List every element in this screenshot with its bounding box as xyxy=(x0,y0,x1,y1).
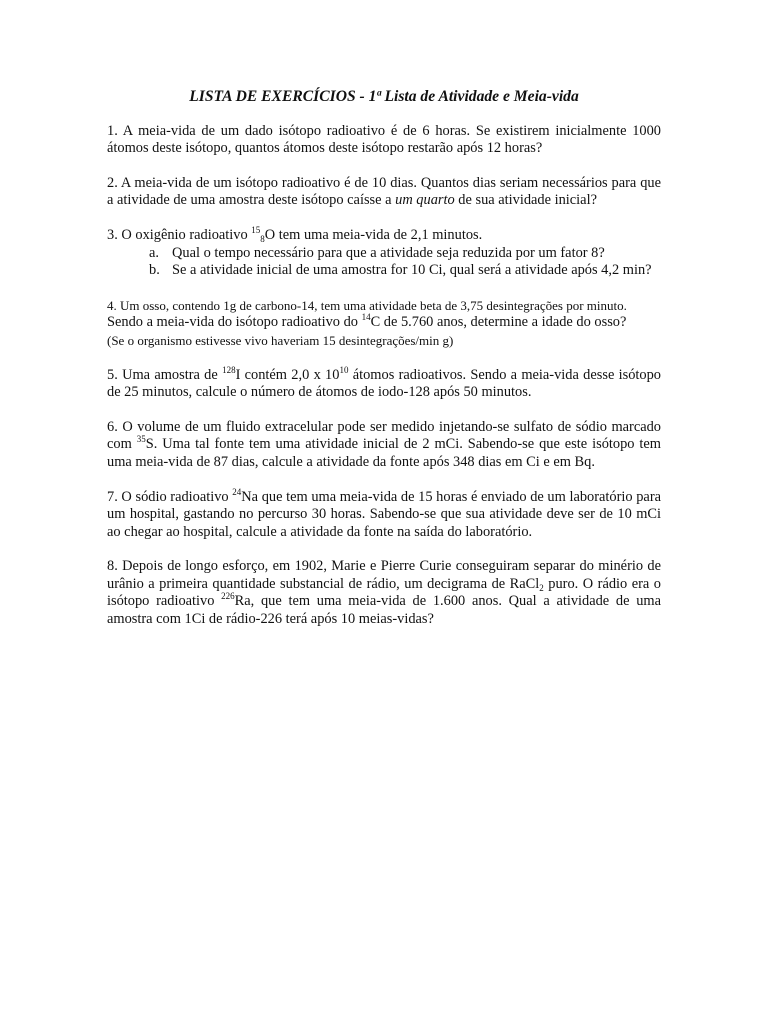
exercise-8-text-before: 8. Depois de longo esforço, em 1902, Marie e Pierre Curie conseguiram separar do minério de urânio a primeira quantidade substancial de rádio, um decigrama de RaCl xyxy=(107,558,661,592)
exercise-4 xyxy=(107,297,661,350)
exercise-2-text-after: de sua atividade inicial? xyxy=(454,192,597,209)
exercise-7 xyxy=(107,486,662,542)
exercise-5-element-symbol: I xyxy=(235,366,241,383)
exercise-3-statement xyxy=(107,224,661,245)
exercise-5-text-after: átomos radioativos. Sendo a meia-vida desse isótopo de 25 minutos, calcule o número de átomos de iodo-128 após 50 minutos. xyxy=(107,366,661,401)
exercise-4-mass-number: 14 xyxy=(361,312,371,323)
exercise-6 xyxy=(107,419,661,472)
exercise-5-text-before: 5. Uma amostra de xyxy=(107,366,223,383)
exercise-6-mass-number: 35 xyxy=(136,434,146,445)
exercise-8-subscript: 2 xyxy=(539,582,544,593)
exercise-8-text-middle: puro. O rádio era o isótopo radioativo xyxy=(107,575,661,610)
exercise-3-subquestions xyxy=(107,245,661,280)
exercise-5-exponent: 10 xyxy=(339,364,349,375)
page-title: LISTA DE EXERCÍCIOS - 1ª Lista de Atividade e Meia-vida xyxy=(189,88,579,105)
exercise-3-text-before: 3. O oxigênio radioativo xyxy=(107,226,252,243)
exercise-1 xyxy=(107,123,661,158)
exercise-5-text-middle: contém 2,0 x 10 xyxy=(240,366,340,383)
exercise-7-mass-number: 24 xyxy=(232,486,242,497)
exercise-6-text-after: . Uma tal fonte tem uma atividade inicial de 2 mCi. Sabendo-se que este isótopo tem uma meia-vida de 87 dias, calcule a atividade da fonte após 348 dias em Ci e em Bq. xyxy=(107,436,661,470)
exercise-3-item-a-marker: a. xyxy=(149,244,159,261)
exercise-3-atomic-number: 8 xyxy=(260,233,265,244)
exercise-3-item-b-marker: b. xyxy=(149,262,160,279)
exercise-4-text-after: de 5.760 anos, determine a idade do osso? xyxy=(380,314,627,331)
exercise-8-element-symbol: Ra xyxy=(234,593,251,610)
exercise-6-text-before: 6. O volume de um fluido extracelular pode ser medido injetando-se sulfato de sódio marcado com xyxy=(107,418,661,453)
exercise-3-item-b-text: Se a atividade inicial de uma amostra for 10 Ci, qual será a atividade após 4,2 min? xyxy=(172,262,652,279)
exercise-3-text-after: tem uma meia-vida de 2,1 minutos. xyxy=(275,226,483,243)
exercise-8-text-after: , que tem uma meia-vida de 1.600 anos. Qual a atividade de uma amostra com 1Ci de rádio-226 terá após 10 meias-vidas? xyxy=(107,593,661,628)
exercise-6-element-symbol: S xyxy=(145,436,154,453)
exercise-3-element-symbol: O xyxy=(264,226,276,243)
exercise-2-text-before: 2. A meia-vida de um isótopo radioativo é de 10 dias. Quantos dias seriam necessários para que a atividade de uma amostra deste isótopo caísse a xyxy=(107,174,661,209)
exercise-7-element-symbol: Na xyxy=(241,488,259,505)
exercise-3 xyxy=(107,224,661,280)
exercise-sheet xyxy=(107,88,661,646)
exercise-7-text-after: que tem uma meia-vida de 15 horas é enviado de um laboratório para um hospital, gastando no percurso 30 horas. Sabendo-se que sua atividade deve ser de 10 mCi ao chegar ao hospital, calcule a atividade da fonte na saída do laboratório. xyxy=(107,488,662,540)
exercise-8-mass-number: 226 xyxy=(221,591,235,602)
exercise-4-line-1: 4. Um osso, contendo 1g de carbono-14, tem uma atividade beta de 3,75 desintegrações por minuto. xyxy=(107,297,627,313)
exercise-1-text: 1. A meia-vida de um dado isótopo radioativo é de 6 horas. Se existirem inicialmente 1000 átomos deste isótopo, quantos átomos deste isótopo restarão após 12 horas? xyxy=(107,122,661,157)
exercise-8 xyxy=(107,558,661,628)
exercise-4-element-symbol: C xyxy=(370,314,381,331)
exercise-3-item-b xyxy=(107,262,661,280)
exercise-3-mass-number: 15 xyxy=(251,224,261,235)
exercise-5 xyxy=(107,364,661,402)
exercise-7-text-before: 7. O sódio radioativo xyxy=(107,488,233,505)
exercise-5-mass-number: 128 xyxy=(222,364,236,375)
exercise-4-note: (Se o organismo estivesse vivo haveriam 15 desintegrações/min g) xyxy=(107,332,454,348)
exercise-2-emphasis: um quarto xyxy=(395,192,455,209)
exercise-2 xyxy=(107,175,661,210)
exercise-4-text-before: Sendo a meia-vida do isótopo radioativo do xyxy=(107,314,362,331)
exercise-3-item-a-text: Qual o tempo necessário para que a atividade seja reduzida por um fator 8? xyxy=(172,244,605,261)
exercise-3-item-a xyxy=(107,245,661,263)
exercise-4-line-2 xyxy=(107,314,661,332)
